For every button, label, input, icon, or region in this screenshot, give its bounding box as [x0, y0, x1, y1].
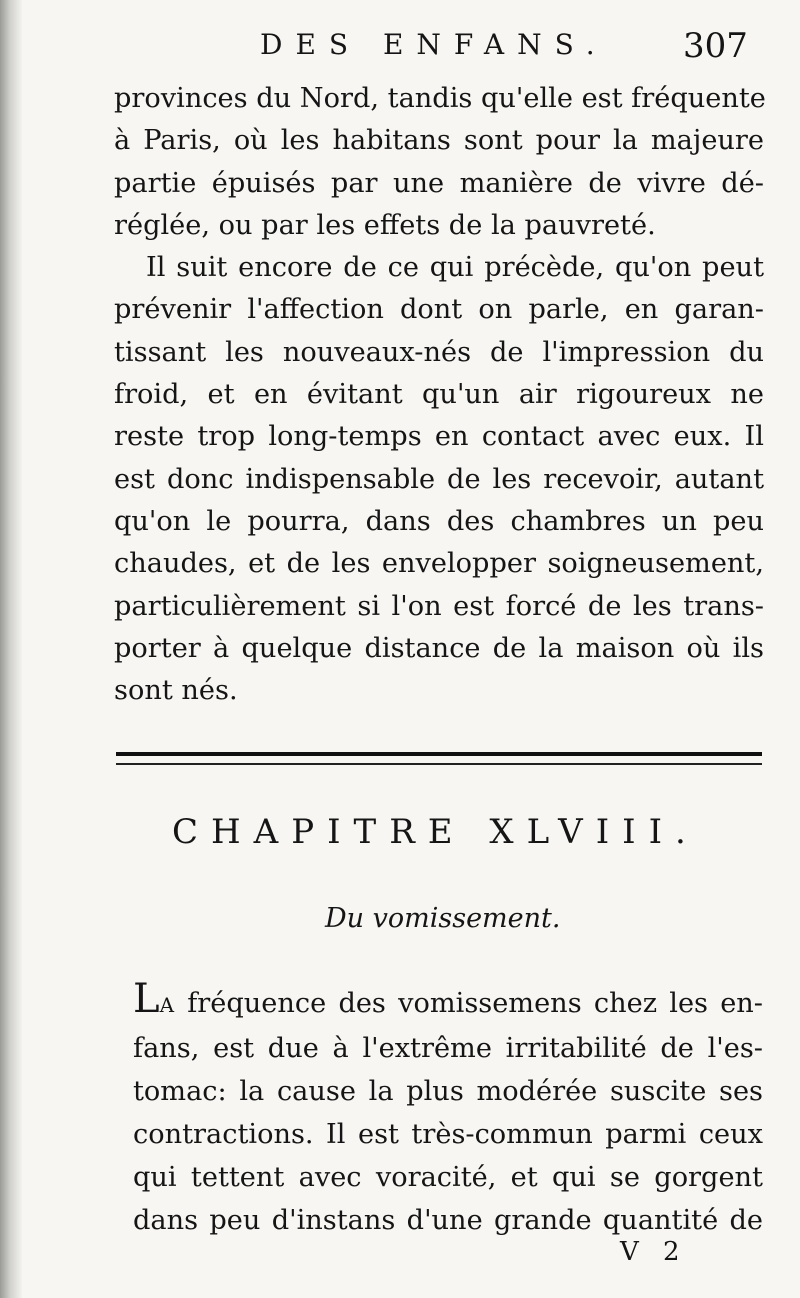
small-caps: A [159, 993, 176, 1017]
text-line: fans, est due à l'extrême irritabilité de l'es- [133, 1033, 763, 1064]
text-line: dans peu d'instans d'une grande quantité de [133, 1205, 763, 1236]
page-number: 307 [683, 26, 748, 66]
text-line: à Paris, où les habitans sont pour la majeure [114, 125, 764, 157]
text-line: froid, et en évitant qu'un air rigoureux ne [114, 379, 764, 411]
chapter-subtitle: Du vomissement. [325, 903, 561, 934]
text-line: partie épuisés par une manière de vivre dé- [114, 167, 764, 199]
chapter-title: CHAPITRE XLVIII. [172, 812, 699, 852]
text-line: porter à quelque distance de la maison où ils [114, 632, 764, 664]
text-line: tissant les nouveaux-nés de l'impression du [114, 336, 764, 368]
text-line: réglée, ou par les effets de la pauvreté. [114, 209, 656, 241]
chapter-rule-thick [116, 752, 762, 756]
text-line: contractions. Il est très-commun parmi ceux [133, 1119, 763, 1150]
first-line-rest: fréquence des vomissemens chez les en- [175, 988, 763, 1019]
text-line: qu'on le pourra, dans des chambres un peu [114, 505, 764, 537]
signature-mark: V 2 [620, 1237, 688, 1267]
drop-cap: L [133, 976, 160, 1022]
body-text [114, 78, 764, 712]
text-line: est donc indispensable de les recevoir, autant [114, 463, 764, 495]
text-line: provinces du Nord, tandis qu'elle est fréquente [114, 83, 766, 114]
running-head: DES ENFANS. [260, 28, 608, 61]
text-line [133, 976, 763, 1027]
chapter-text [133, 976, 763, 1242]
text-line: qui tettent avec voracité, et qui se gorgent [133, 1162, 763, 1193]
text-line: reste trop long-temps en contact avec eux. Il [114, 421, 764, 453]
text-line: tomac: la cause la plus modérée suscite ses [133, 1076, 763, 1107]
text-line: Il suit encore de ce qui précède, qu'on peut [146, 252, 764, 284]
text-line: prévenir l'affection dont on parle, en garan- [114, 294, 764, 326]
page-gutter-shadow [0, 0, 22, 1298]
text-line: chaudes, et de les envelopper soigneusement, [114, 548, 764, 580]
text-line: sont nés. [114, 675, 238, 707]
text-line: particulièrement si l'on est forcé de les trans- [114, 590, 764, 622]
chapter-rule-thin [116, 763, 762, 765]
